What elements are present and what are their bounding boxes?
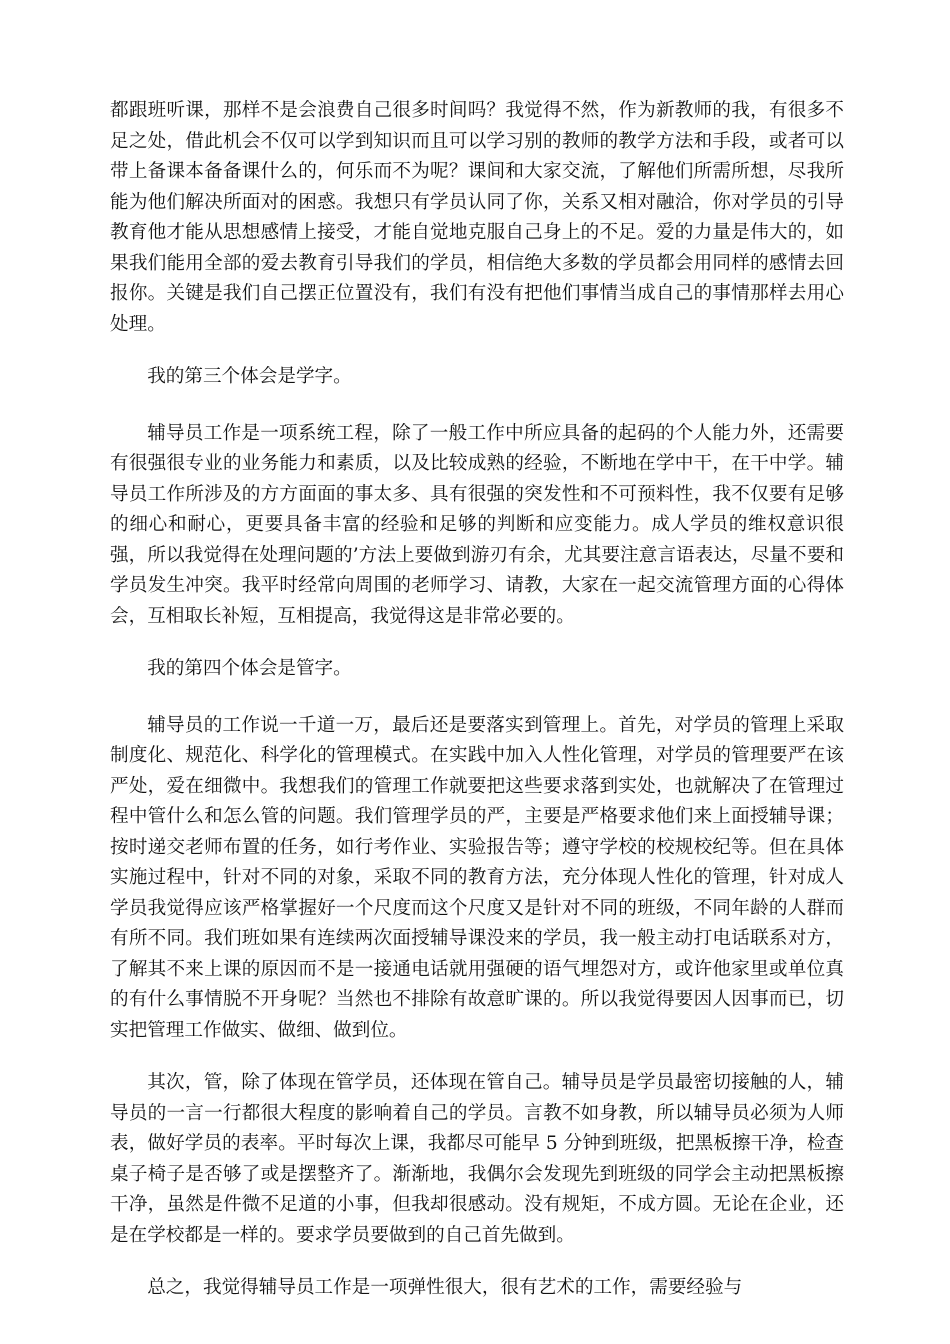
document-page (110, 96, 844, 1326)
paragraph-learning: 辅导员工作是一项系统工程，除了一般工作中所应具备的起码的个人能力外，还需要有很强很专业的业务能力和素质，以及比较成熟的经验，不断地在学中干，在干中学。辅导员工作所涉及的方方面面的事太多、具有很强的突发性和不可预料性，我不仅要有足够的细心和耐心，更要具备丰富的经验和足够的判断和应变能力。成人学员的维权意识很强，所以我觉得在处理问题的’方法上要做到游刃有余，尤其要注意言语表达，尽量不要和学员发生冲突。我平时经常向周围的老师学习、请教，大家在一起交流管理方面的心得体会，互相取长补短，互相提高，我觉得这是非常必要的。 (110, 422, 844, 627)
paragraph-self-management: 其次，管，除了体现在管学员，还体现在管自己。辅导员是学员最密切接触的人，辅导员的一言一行都很大程度的影响着自己的学员。言教不如身教，所以辅导员必须为人师表，做好学员的表率。平时每次上课，我都尽可能早 5 分钟到班级，把黑板擦干净，检查桌子椅子是否够了或是摆整齐了。渐渐地，我偶尔会发现先到班级的同学会主动把黑板擦干净，虽然是件微不足道的小事，但我却很感动。没有规矩，不成方圆。无论在企业，还是在学校都是一样的。要求学员要做到的自己首先做到。 (110, 1072, 844, 1246)
paragraph-conclusion: 总之，我觉得辅导员工作是一项弹性很大，很有艺术的工作，需要经验与 (147, 1277, 743, 1298)
heading-fourth-insight: 我的第四个体会是管字。 (147, 658, 352, 679)
paragraph-management: 辅导员的工作说一千道一万，最后还是要落实到管理上。首先，对学员的管理上采取制度化、规范化、科学化的管理模式。在实践中加入人性化管理，对学员的管理要严在该严处，爱在细微中。我想我们的管理工作就要把这些要求落到实处，也就解决了在管理过程中管什么和怎么管的问题。我们管理学员的严，主要是严格要求他们来上面授辅导课；按时递交老师布置的任务，如行考作业、实验报告等；遵守学校的校规校纪等。但在具体实施过程中，针对不同的对象，采取不同的教育方法，充分体现人性化的管理，针对成人学员我觉得应该严格掌握好一个尺度而这个尺度又是针对不同的班级，不同年龄的人群而有所不同。我们班如果有连续两次面授辅导课没来的学员，我一般主动打电话联系对方，了解其不来上课的原因而不是一接通电话就用强硬的语气埋怨对方，或许他家里或单位真的有什么事情脱不开身呢？当然也不排除有故意旷课的。所以我觉得要因人因事而已，切实把管理工作做实、做细、做到位。 (110, 714, 844, 1041)
heading-third-insight: 我的第三个体会是学字。 (147, 366, 352, 387)
paragraph-continuation: 都跟班听课，那样不是会浪费自己很多时间吗？我觉得不然，作为新教师的我，有很多不足之处，借此机会不仅可以学到知识而且可以学习别的教师的教学方法和手段，或者可以带上备课本备备课什么的，何乐而不为呢？课间和大家交流，了解他们所需所想，尽我所能为他们解决所面对的困惑。我想只有学员认同了你，关系又相对融洽，你对学员的引导教育他才能从思想感情上接受，才能自觉地克服自己身上的不足。爱的力量是伟大的，如果我们能用全部的爱去教育引导我们的学员，相信绝大多数的学员都会用同样的感情去回报你。关键是我们自己摆正位置没有，我们有没有把他们事情当成自己的事情那样去用心处理。 (110, 100, 844, 335)
